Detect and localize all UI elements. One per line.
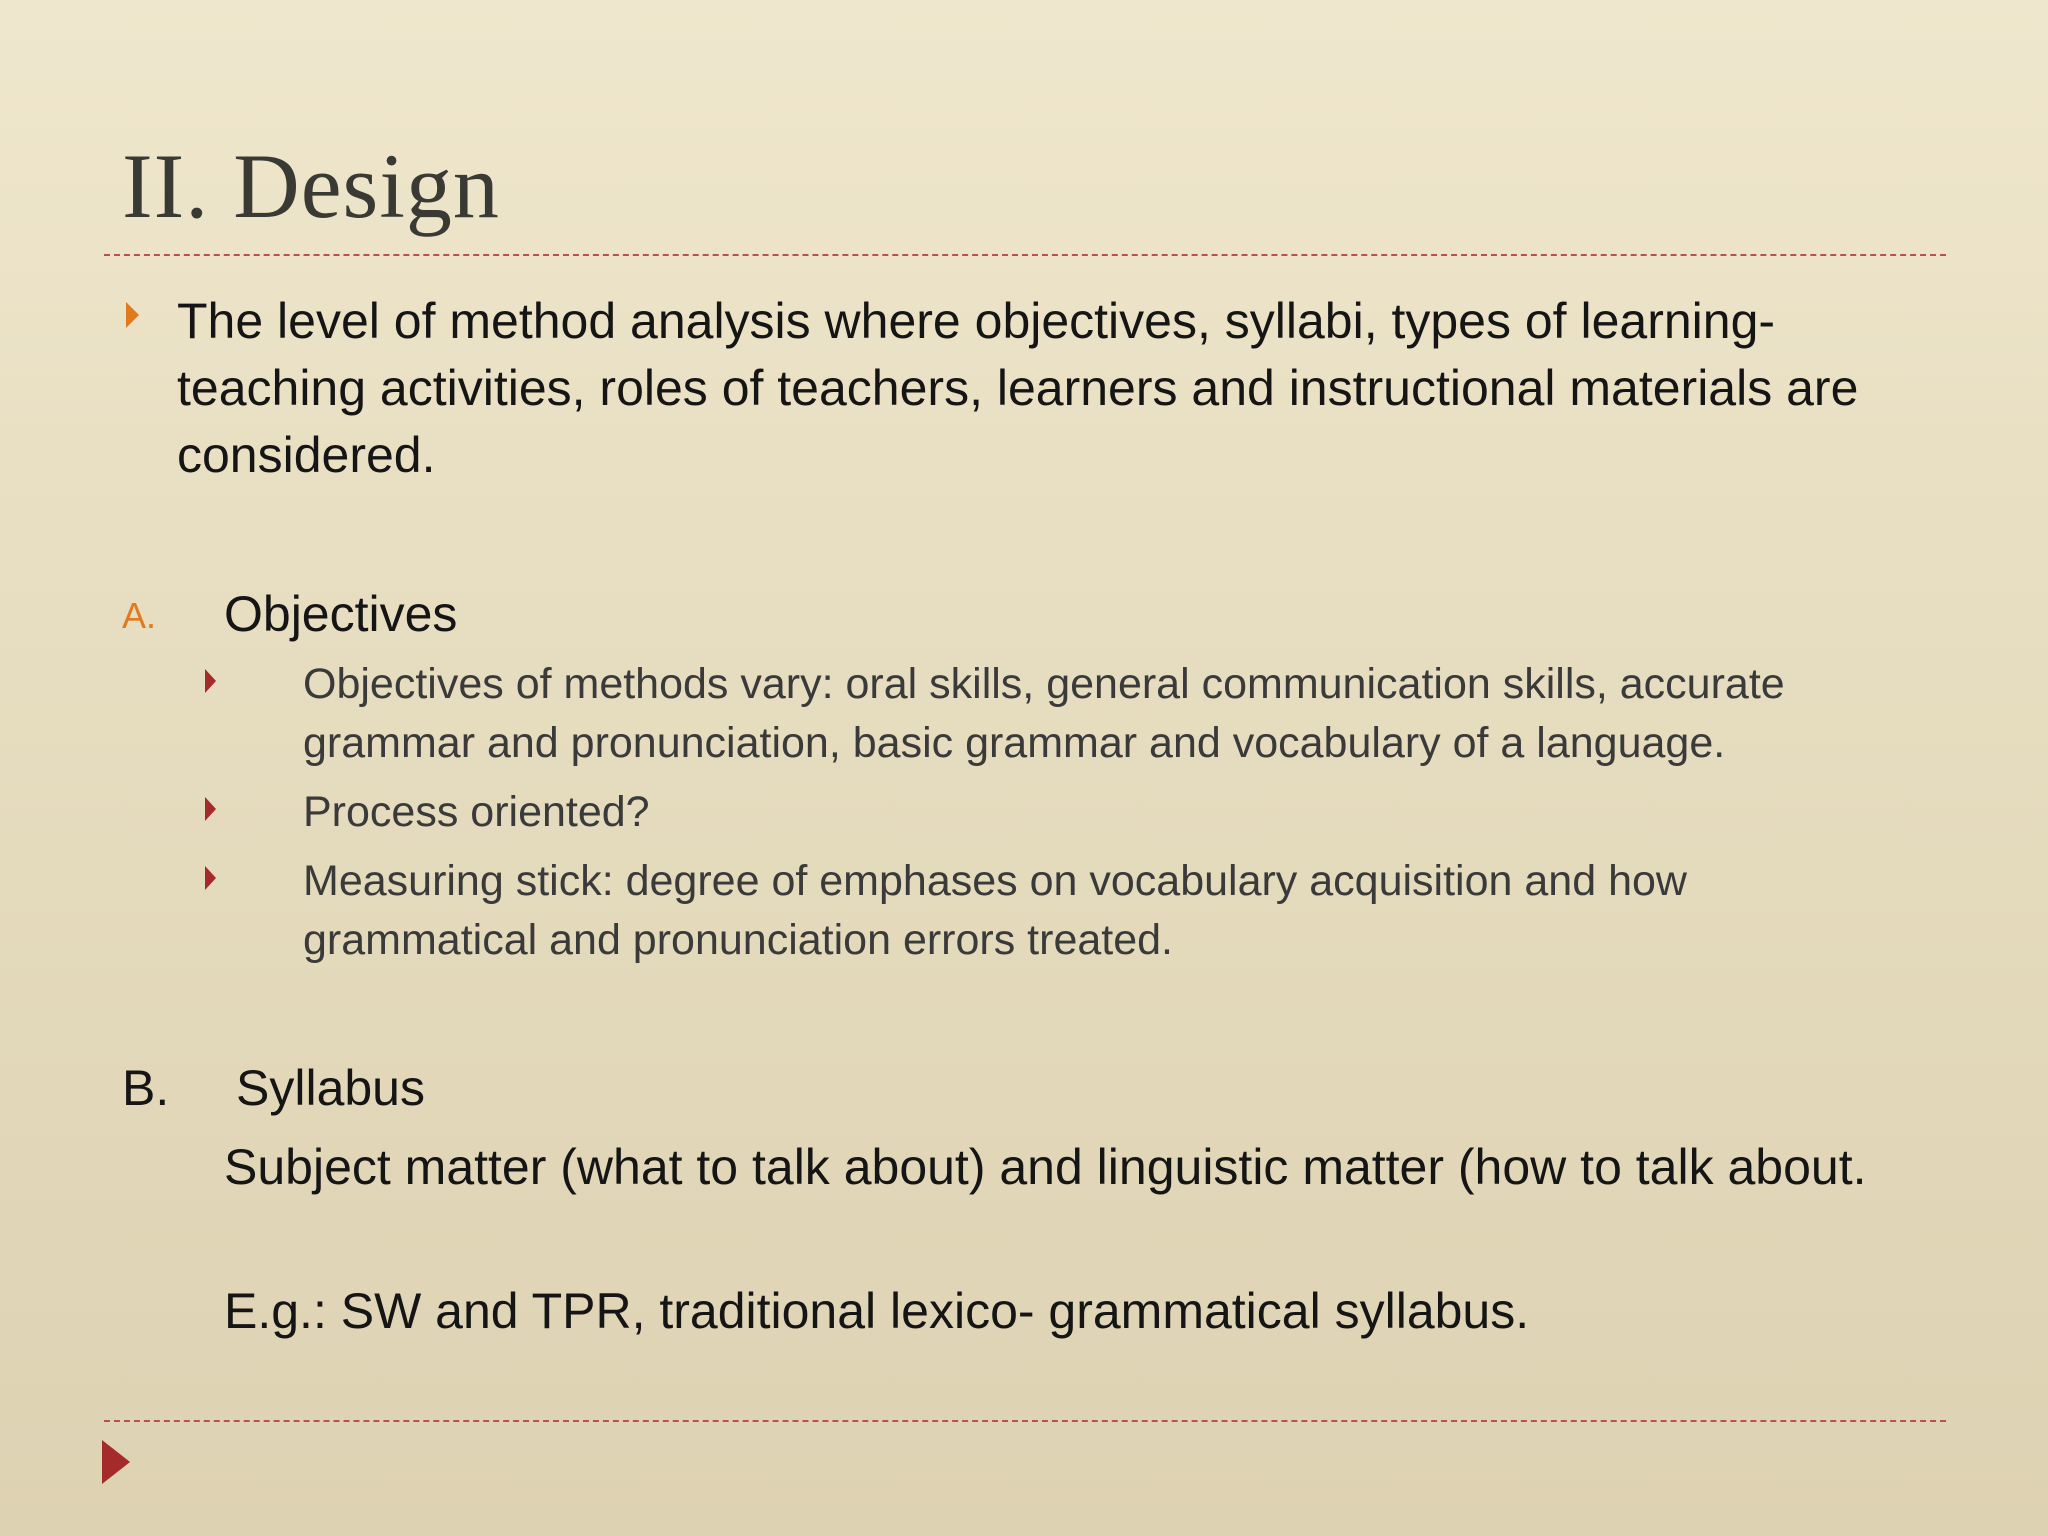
section-b-heading: Syllabus: [236, 1060, 425, 1116]
objective-item: Measuring stick: degree of emphases on vocabulary acquisition and how grammatical and pronunciation errors treated.: [303, 857, 1687, 964]
objective-bullet-icon: [205, 669, 216, 693]
objective-item: Process oriented?: [303, 788, 650, 836]
section-a-letter: A.: [122, 595, 157, 636]
slide-title: II. Design: [122, 135, 500, 237]
intro-paragraph: The level of method analysis where objectives, syllabi, types of learning-teaching activities, roles of teachers, learners and instructional materials are considered.: [177, 293, 1859, 483]
next-slide-arrow-icon[interactable]: [102, 1440, 130, 1484]
intro-bullet-icon: [126, 302, 139, 328]
section-a-heading: Objectives: [224, 586, 458, 642]
top-divider: [104, 254, 1946, 256]
syllabus-example: E.g.: SW and TPR, traditional lexico- grammatical syllabus.: [224, 1283, 1530, 1339]
objective-bullet-icon: [205, 866, 216, 890]
section-b-letter: B.: [122, 1060, 170, 1116]
objective-bullet-icon: [205, 797, 216, 821]
objective-item: Objectives of methods vary: oral skills, general communication skills, accurate grammar and pronunciation, basic grammar and vocabulary of a language.: [303, 660, 1785, 767]
bottom-divider: [104, 1420, 1946, 1422]
syllabus-paragraph: Subject matter (what to talk about) and linguistic matter (how to talk about.: [224, 1139, 1867, 1195]
